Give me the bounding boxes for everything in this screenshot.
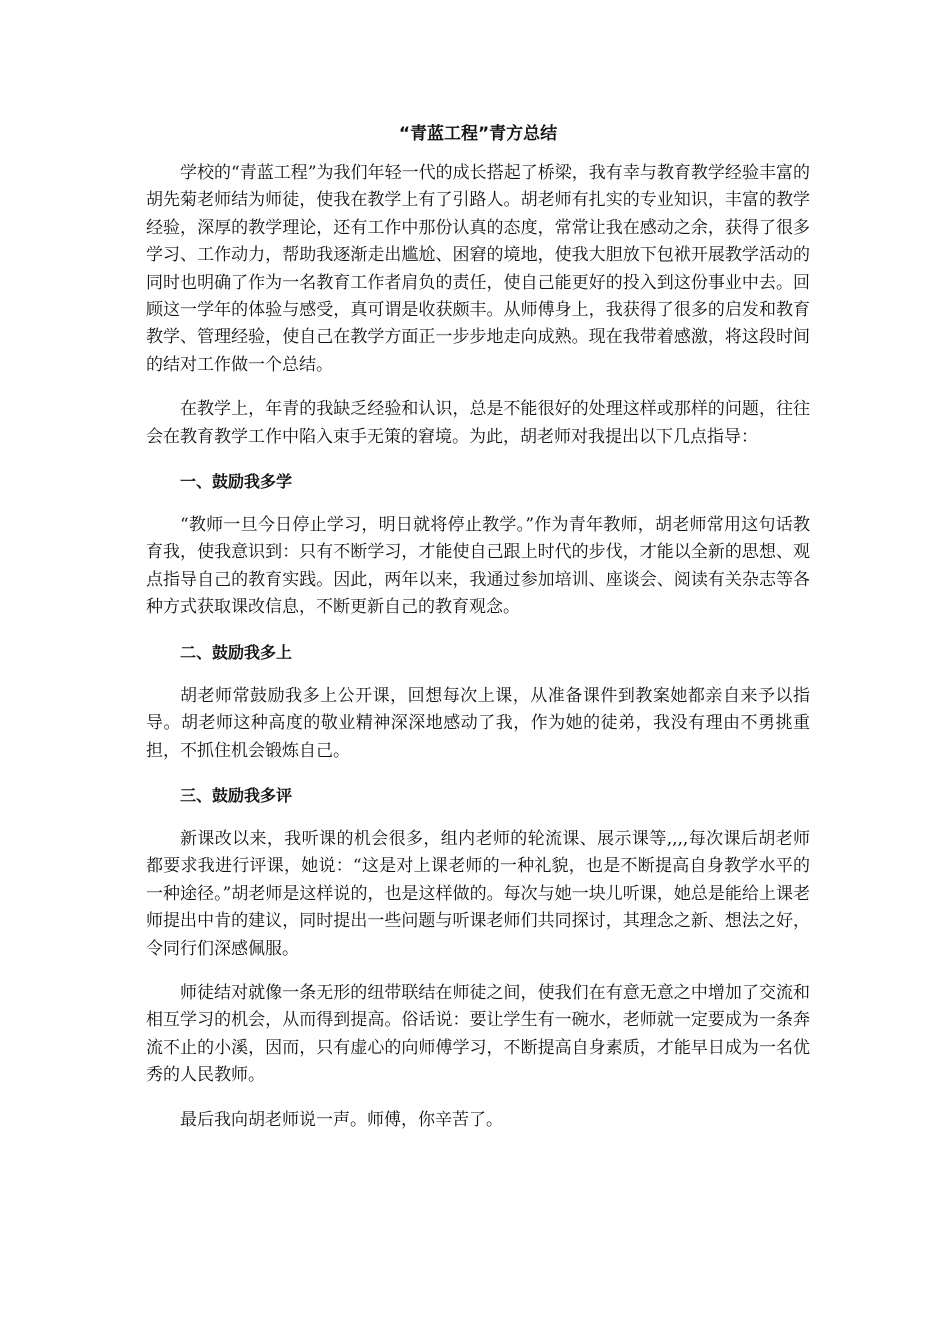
paragraph-guidance-intro: 在教学上，年青的我缺乏经验和认识，总是不能很好的处理这样或那样的问题，往往会在教育教学工作中陷入束手无策的窘境。为此，胡老师对我提出以下几点指导： (146, 399, 810, 447)
paragraph-closing: 最后我向胡老师说一声。师傅，你辛苦了。 (180, 1109, 503, 1130)
document-body (146, 120, 810, 1151)
paragraph-teach: 胡老师常鼓励我多上公开课，回想每次上课，从准备课件到教案她都亲自来予以指导。胡老师这种高度的敬业精神深深地感动了我，作为她的徒弟，我没有理由不勇挑重担，不抓住机会锻炼自己。 (146, 685, 810, 761)
section-heading-study: 一、鼓励我多学 (180, 472, 293, 492)
paragraph-study: “教师一旦今日停止学习，明日就将停止教学。”作为青年教师，胡老师常用这句话教育我，使我意识到：只有不断学习，才能使自己跟上时代的步伐，才能以全新的思想、观点指导自己的教育实践。因此，两年以来，我通过参加培训、座谈会、阅读有关杂志等各种方式获取课改信息，不断更新自己的教育观念。 (146, 515, 810, 618)
paragraph-mentorship: 师徒结对就像一条无形的纽带联结在师徒之间，使我们在有意无意之中增加了交流和相互学习的机会，从而得到提高。俗话说：要让学生有一碗水，老师就一定要成为一条奔流不止的小溪，因而，只有虚心的向师傅学习，不断提高自身素质，才能早日成为一名优秀的人民教师。 (146, 982, 810, 1086)
paragraph-evaluate: 新课改以来，我听课的机会很多，组内老师的轮流课、展示课等,,,,每次课后胡老师都要求我进行评课，她说：“这是对上课老师的一种礼貌，也是不断提高自身教学水平的一种途径。”胡老师是这样说的，也是这样做的。每次与她一块儿听课，她总是能给上课老师提出中肯的建议，同时提出一些问题与听课老师们共同探讨，其理念之新、想法之好，令同行们深感佩服。 (146, 828, 810, 959)
section-heading-teach: 二、鼓励我多上 (180, 642, 293, 662)
paragraph-intro: 学校的“青蓝工程”为我们年轻一代的成长搭起了桥梁，我有幸与教育教学经验丰富的胡先菊老师结为师徒，使我在教学上有了引路人。胡老师有扎实的专业知识，丰富的教学经验，深厚的教学理论，还有工作中那份认真的态度，常常让我在感动之余，获得了很多学习、工作动力，帮助我逐渐走出尴尬、困窘的境地，使我大胆放下包袱开展教学活动的同时也明确了作为一名教育工作者肩负的责任，使自己能更好的投入到这份事业中去。回顾这一学年的体验与感受，真可谓是收获颇丰。从师傅身上，我获得了很多的启发和教育教学、管理经验，使自己在教学方面正一步步地走向成熟。现在我带着感激，将这段时间的结对工作做一个总结。 (146, 163, 810, 375)
section-heading-evaluate: 三、鼓励我多评 (180, 785, 293, 805)
document-title: “青蓝工程”青方总结 (398, 124, 558, 144)
